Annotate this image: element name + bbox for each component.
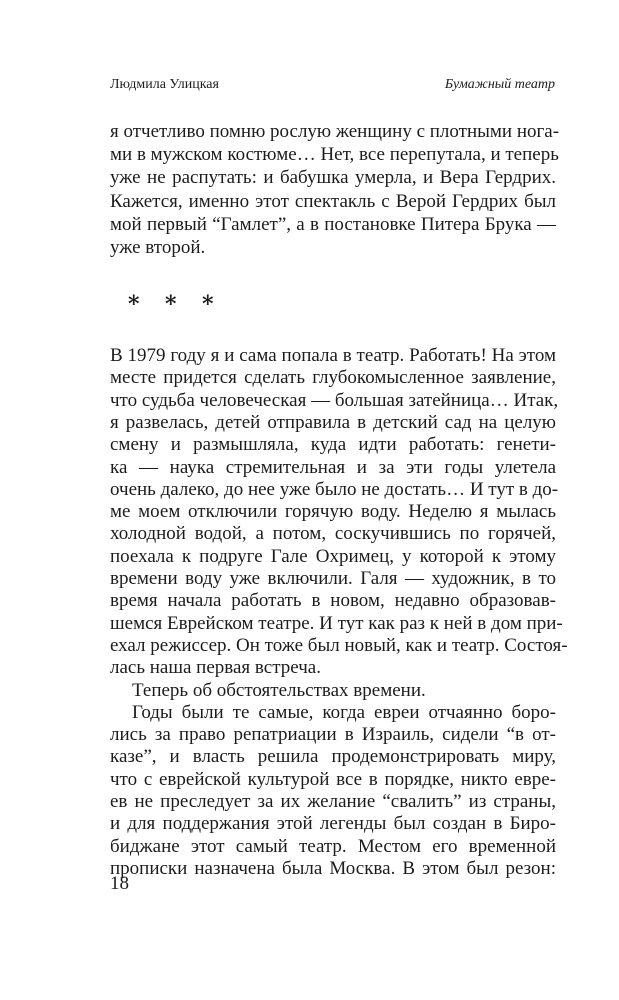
text-line: Теперь об обстоятельствах времени.: [132, 679, 426, 701]
text-line: биджане этот самый театр. Местом его временной: [110, 835, 556, 857]
text-line: что с еврейской культурой все в порядке, никто евре-: [110, 768, 556, 790]
text-line: ка — наука стремительная и за эти годы улетела: [110, 456, 556, 478]
text-line: шемся Еврейском театре. И тут как раз к ней в дом при-: [110, 612, 563, 634]
text-line: лась наша первая встреча.: [110, 657, 321, 679]
text-line: казе”, и власть решила продемонстрировать миру,: [110, 746, 556, 768]
running-header-book-title: Бумажный театр: [444, 77, 555, 92]
text-line: прописки назначена была Москва. В этом был резон:: [110, 857, 556, 879]
text-line: времени воду уже включили. Галя — художник, в то: [110, 568, 556, 589]
section-break: [128, 283, 239, 313]
running-header-author: Людмила Улицкая: [110, 77, 219, 92]
text-line: очень далеко, до нее уже было не достать… И тут в до-: [110, 478, 559, 500]
text-line: что судьба человеческая — большая затейница… Итак,: [110, 389, 559, 411]
asterism-star: ⁎: [202, 285, 214, 310]
asterism-star: ⁎: [165, 285, 177, 310]
page-number: 18: [110, 873, 129, 894]
text-line: холодной водой, а потом, соскучившись по горячей,: [110, 523, 556, 545]
text-line: уже не распутать: и бабушка умерла, и Вера Гердрих.: [110, 167, 556, 189]
text-line: В 1979 году я и сама попала в театр. Работать! На этом: [110, 345, 556, 366]
text-line: ев не преследует за их желание “свалить” из страны,: [110, 791, 556, 812]
text-line: ехал режиссер. Он тоже был новый, как и театр. Состоя-: [110, 634, 568, 656]
text-line: Годы были те самые, когда евреи отчаянно боро-: [132, 701, 556, 723]
text-line: ми в мужском костюме… Нет, все перепутала, и теперь: [110, 144, 559, 166]
text-line: смену и размышляла, куда идти работать: генети-: [110, 434, 556, 456]
text-line: время начала работать в новом, недавно образовав-: [110, 590, 556, 612]
asterism-star: ⁎: [128, 285, 140, 310]
text-line: лись за право репатриации в Израиль, сидели “в от-: [110, 724, 556, 746]
text-line: и для поддержания этой легенды был создан в Биро-: [110, 813, 556, 835]
text-line: Кажется, именно этот спектакль с Верой Гердрих был: [110, 190, 556, 212]
text-line: я отчетливо помню рослую женщину с плотными нога-: [110, 121, 560, 142]
text-line: уже второй.: [110, 237, 206, 258]
text-line: мой первый “Гамлет”, а в постановке Питера Брука —: [110, 213, 556, 235]
text-line: поехала к подруге Гале Охримец, у которой к этому: [110, 545, 556, 567]
text-line: месте придется сделать глубокомысленное заявление,: [110, 367, 556, 389]
text-line: я развелась, детей отправила в детский сад на целую: [110, 411, 556, 433]
text-line: ме моем отключили горячую воду. Неделю я мылась: [110, 501, 556, 523]
